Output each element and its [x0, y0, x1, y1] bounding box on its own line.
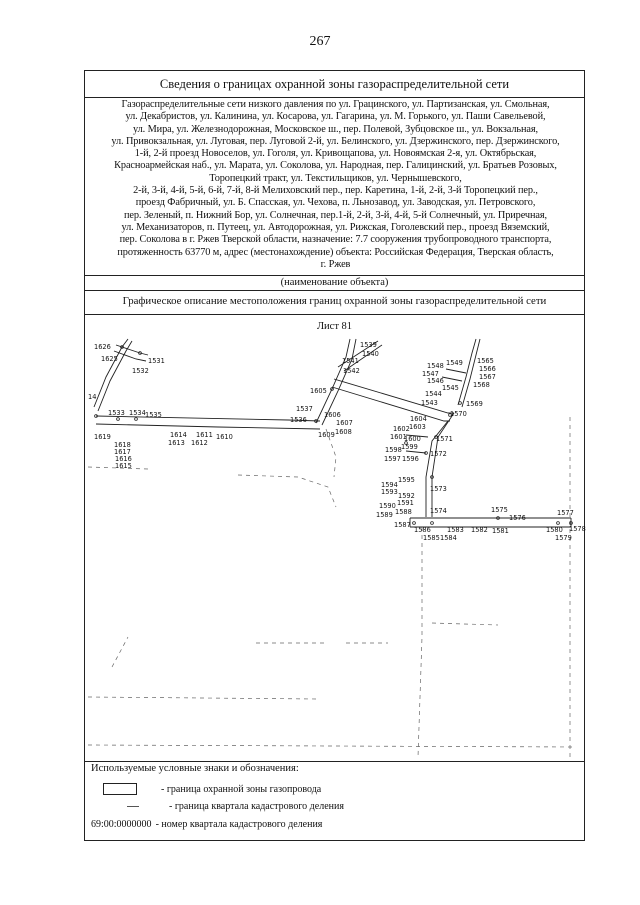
- divider: [85, 290, 584, 291]
- description-line: пер. Соколова в г. Ржев Тверской области, назначение: 7.7 сооружения трубопроводного транспорта,: [119, 234, 552, 246]
- map-point-label: 1565: [477, 357, 494, 365]
- description-line: Торопецкий тракт, ул. Текстильщиков, ул. Чернышевского,: [209, 172, 462, 184]
- map-point-label: 1584: [440, 534, 457, 542]
- map-point-label: 1615: [115, 462, 132, 470]
- object-caption: (наименование объекта): [280, 277, 389, 288]
- document-frame: [84, 70, 585, 841]
- map-point-label: 1576: [509, 514, 526, 522]
- object-description: [91, 99, 580, 271]
- map-point-label: 1603: [409, 423, 426, 431]
- map-point-label: 1608: [335, 428, 352, 436]
- map-point-label: 14: [88, 393, 97, 401]
- description-line: 2-й, 3-й, 4-й, 5-й, 6-й, 7-й, 8-й Мелиховский пер., пер. Каретина, 1-й, 2-й, 3-й Торопецкий пер.,: [133, 185, 538, 197]
- map-point-label: 1580: [546, 526, 563, 534]
- map-point-label: 1544: [425, 390, 442, 398]
- map-point-label: 1569: [466, 400, 483, 408]
- map-point-label: 1598: [385, 446, 402, 454]
- map-point-label: 1543: [421, 399, 438, 407]
- map-point-label: 1542: [343, 367, 360, 375]
- zone-boundary-line: [442, 377, 462, 381]
- map-point-label: 1570: [450, 410, 467, 418]
- description-line: Газораспределительные сети низкого давления по ул. Грацинского, ул. Партизанская, ул. Смольная,: [121, 99, 550, 110]
- map-point-label: 1585: [423, 534, 440, 542]
- legend-item-zone-boundary: [103, 783, 321, 795]
- map-point-label: 1579: [555, 534, 572, 542]
- description-line: ул. Механизаторов, п. Путеец, ул. Автодорожная, ул. Рижская, Гоголевский пер., проезд Вяземский,: [121, 221, 550, 233]
- quarter-boundary-line: [88, 697, 318, 699]
- map-point-label: 1618: [114, 441, 131, 449]
- description-line: ул. Привокзальная, ул. Луговая, пер. Луговой 2-й, ул. Белинского, ул. Дзержинского, пер. Дзержинского,: [111, 135, 560, 147]
- description-line: протяженность 63770 м, адрес (местонахождение) объекта: Российская Федерация, Тверская область,: [117, 246, 554, 258]
- map-point-label: 1566: [479, 365, 496, 373]
- map-point-label: 1606: [324, 411, 341, 419]
- map-point-label: 1583: [447, 526, 464, 534]
- map-point-label: 1546: [427, 377, 444, 385]
- map-point-label: 1545: [442, 384, 459, 392]
- map-point-label: 1616: [115, 455, 132, 463]
- description-line: ул. Декабристов, ул. Калинина, ул. Косарова, ул. Гагарина, ул. М. Горького, ул. Паши Савельевой,: [125, 111, 546, 123]
- map-point-label: 1607: [336, 419, 353, 427]
- divider: [85, 761, 584, 762]
- map-point-label: 1568: [473, 381, 490, 389]
- description-line: ул. Мира, ул. Железнодорожная, Московское ш., пер. Полевой, Зубцовское ш., ул. Вокзальная,: [133, 123, 538, 135]
- map-point-label: 1587: [394, 521, 411, 529]
- map-point-label: 1617: [114, 448, 131, 456]
- section-title: Сведения о границах охранной зоны газораспределительной сети: [85, 71, 584, 98]
- map-point-label: 1572: [430, 450, 447, 458]
- quarter-number-sample: 69:00:0000000: [91, 819, 152, 830]
- map-point-label: 1602: [393, 425, 410, 433]
- legend-item-text: - номер квартала кадастрового деления: [155, 819, 323, 830]
- map-point-label: 1567: [479, 373, 496, 381]
- description-line: Красноармейская наб., ул. Марата, ул. Соколова, ул. Народная, пер. Галицинский, ул. Братьев Розовых,: [114, 160, 557, 172]
- zone-boundary-line: [432, 413, 454, 517]
- map-point-label: 1537: [296, 405, 313, 413]
- map-point-label: 1548: [427, 362, 444, 370]
- map-point-label: 1532: [132, 367, 149, 375]
- map-point-label: 1539: [360, 341, 377, 349]
- map-point-label: 1534: [129, 409, 146, 417]
- map-point-label: 1571: [436, 435, 453, 443]
- map-point-label: 1549: [446, 359, 463, 367]
- page-number: 267: [309, 34, 331, 49]
- map-point-label: 1541: [342, 357, 359, 365]
- map-point-label: 1610: [216, 433, 233, 441]
- map-point-label: 1597: [384, 455, 401, 463]
- map-point-label: 1613: [168, 439, 185, 447]
- quarter-boundary-line: [238, 475, 336, 507]
- graphic-description-title: Графическое описание местоположения границ охранной зоны газораспределительной сети: [122, 295, 547, 307]
- map-point-label: 1589: [376, 511, 393, 519]
- description-line: проезд Фабричный, ул. Б. Спасская, ул. Чехова, п. Льнозавод, ул. Заводская, ул. Петровского,: [135, 197, 536, 209]
- description-line: 1-й, 2-й проезд Новоселов, ул. Гоголя, ул. Кривощапова, ул. Новоямская 2-я, ул. Октябрьская,: [134, 148, 537, 160]
- map-point-label: 1599: [401, 443, 418, 451]
- map-point-label: 1612: [191, 439, 208, 447]
- zone-boundary-line: [446, 369, 466, 373]
- map-point-label: 1604: [410, 415, 427, 423]
- map-point-label: 1582: [471, 526, 488, 534]
- map-point-label: 1601: [390, 433, 407, 441]
- divider: [85, 314, 584, 315]
- boundary-map: [88, 337, 586, 759]
- map-point-label: 1594: [381, 481, 398, 489]
- map-point-label: 1540: [362, 350, 379, 358]
- map-point-label: 1574: [430, 507, 447, 515]
- map-point-label: 1533: [108, 409, 125, 417]
- map-point-label: 1592: [398, 492, 415, 500]
- map-point-label: 1609: [318, 431, 335, 439]
- map-point-label: 1577: [557, 509, 574, 517]
- map-point-label: 1586: [414, 526, 431, 534]
- zone-boundary-line: [96, 424, 320, 429]
- map-point-label: 1573: [430, 485, 447, 493]
- quarter-boundary-symbol: [127, 806, 139, 807]
- legend-item-quarter-boundary: [97, 801, 344, 812]
- map-point-label: 1581: [492, 527, 509, 535]
- map-point-label: 1605: [310, 387, 327, 395]
- map-point-label: 1614: [170, 431, 187, 439]
- legend-item-quarter-number: [91, 819, 322, 830]
- zone-boundary-symbol: [103, 783, 137, 795]
- map-point-label: 1600: [404, 435, 421, 443]
- map-point-label: 1588: [395, 508, 412, 516]
- map-point-label: 1575: [491, 506, 508, 514]
- map-point-label: 1547: [422, 370, 439, 378]
- map-point-label: 1625: [101, 355, 118, 363]
- description-line: пер. Зеленый, п. Нижний Бор, ул. Солнечная, пер.1-й, 2-й, 3-й, 4-й, 5-й Солнечный, ул. Приречная,: [124, 209, 547, 221]
- quarter-boundary-line: [88, 745, 576, 747]
- map-point-label: 1591: [397, 499, 414, 507]
- sheet-label: Лист 81: [316, 321, 353, 332]
- map-point-label: 1536: [290, 416, 307, 424]
- quarter-boundary-line: [418, 527, 422, 757]
- legend-item-text: - граница охранной зоны газопровода: [161, 783, 322, 795]
- zone-boundary-line: [406, 451, 426, 453]
- map-point-label: 1611: [196, 431, 213, 439]
- map-point-label: 1596: [402, 455, 419, 463]
- map-point-label: 1578: [569, 525, 586, 533]
- map-point-label: 1535: [145, 411, 162, 419]
- map-point-label: 1531: [148, 357, 165, 365]
- map-point-label: 1595: [398, 476, 415, 484]
- map-point-label: 1626: [94, 343, 111, 351]
- map-point-label: 1593: [381, 488, 398, 496]
- legend-item-text: - граница квартала кадастрового деления: [169, 801, 344, 812]
- map-point-label: 1619: [94, 433, 111, 441]
- description-line: г. Ржев: [320, 258, 351, 270]
- quarter-boundary-line: [432, 623, 498, 625]
- map-point-label: 1590: [379, 502, 396, 510]
- quarter-boundary-line: [112, 637, 128, 667]
- legend-title: Используемые условные знаки и обозначения:: [91, 763, 299, 774]
